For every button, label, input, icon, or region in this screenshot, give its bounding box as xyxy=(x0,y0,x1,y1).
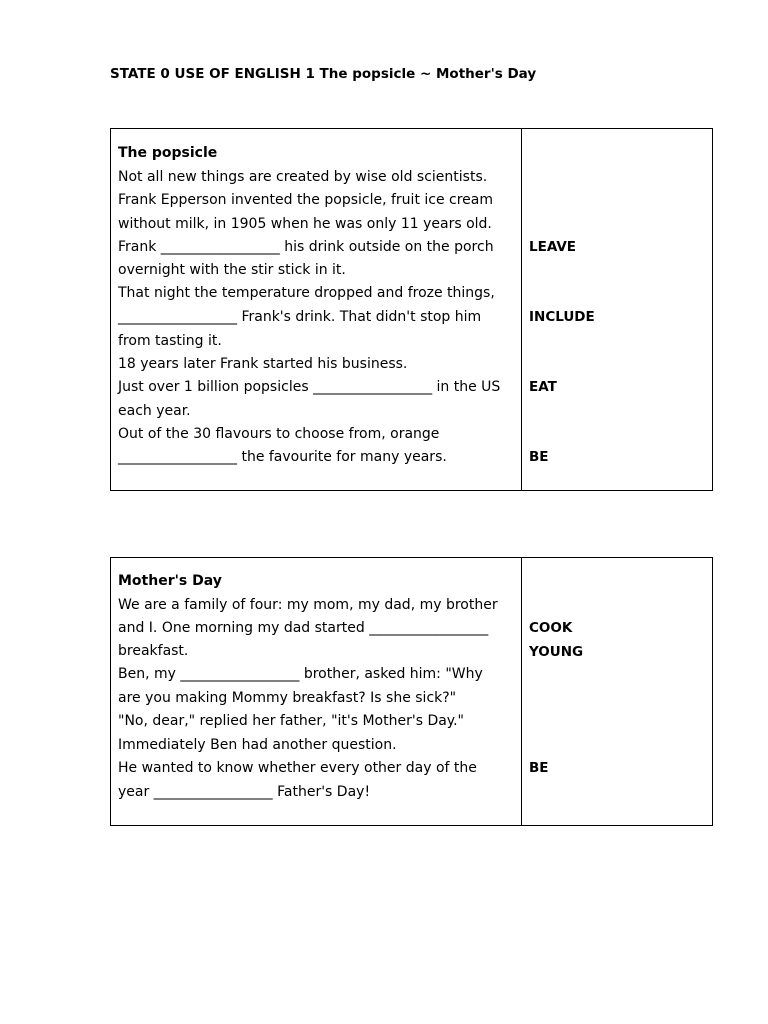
keyword-be: BE xyxy=(529,760,549,776)
exercise-heading: The popsicle xyxy=(118,145,218,161)
keyword-leave: LEAVE xyxy=(529,239,577,255)
text-line: Not all new things are created by wise old scientists. xyxy=(118,169,488,185)
keyword-be: BE xyxy=(529,449,549,465)
text-line: breakfast. xyxy=(118,643,189,659)
text-line: from tasting it. xyxy=(118,333,222,349)
text-line: Just over 1 billion popsicles _________________ in the US xyxy=(118,379,501,395)
keyword-include: INCLUDE xyxy=(529,309,595,325)
text-line: _________________ Frank's drink. That didn't stop him xyxy=(118,309,482,325)
exercise-table-mothers-day xyxy=(110,557,713,826)
text-line: Frank _________________ his drink outside on the porch xyxy=(118,239,494,255)
exercise-table-popsicle xyxy=(110,128,713,491)
column-divider xyxy=(521,129,522,490)
document-title: STATE 0 USE OF ENGLISH 1 The popsicle ~ Mother's Day xyxy=(110,66,537,82)
text-line: We are a family of four: my mom, my dad, my brother xyxy=(118,597,498,613)
text-line: That night the temperature dropped and froze things, xyxy=(118,285,495,301)
text-line: overnight with the stir stick in it. xyxy=(118,262,346,278)
text-line: Frank Epperson invented the popsicle, fruit ice cream xyxy=(118,192,494,208)
text-line: Out of the 30 flavours to choose from, orange xyxy=(118,426,440,442)
text-line: 18 years later Frank started his business. xyxy=(118,356,408,372)
text-line: "No, dear," replied her father, "it's Mother's Day." xyxy=(118,713,464,729)
text-line: _________________ the favourite for many years. xyxy=(118,449,447,465)
text-line: Ben, my _________________ brother, asked him: "Why xyxy=(118,666,483,682)
text-line: He wanted to know whether every other day of the xyxy=(118,760,477,776)
text-line: without milk, in 1905 when he was only 11 years old. xyxy=(118,216,492,232)
text-line: Immediately Ben had another question. xyxy=(118,737,397,753)
column-divider xyxy=(521,558,522,825)
exercise-heading: Mother's Day xyxy=(118,573,222,589)
keyword-young: YOUNG xyxy=(529,644,584,660)
text-line: each year. xyxy=(118,403,191,419)
text-line: and I. One morning my dad started _________________ xyxy=(118,620,489,636)
keyword-eat: EAT xyxy=(529,379,557,395)
keyword-cook: COOK xyxy=(529,620,573,636)
text-line: year _________________ Father's Day! xyxy=(118,784,371,800)
text-line: are you making Mommy breakfast? Is she sick?" xyxy=(118,690,457,706)
